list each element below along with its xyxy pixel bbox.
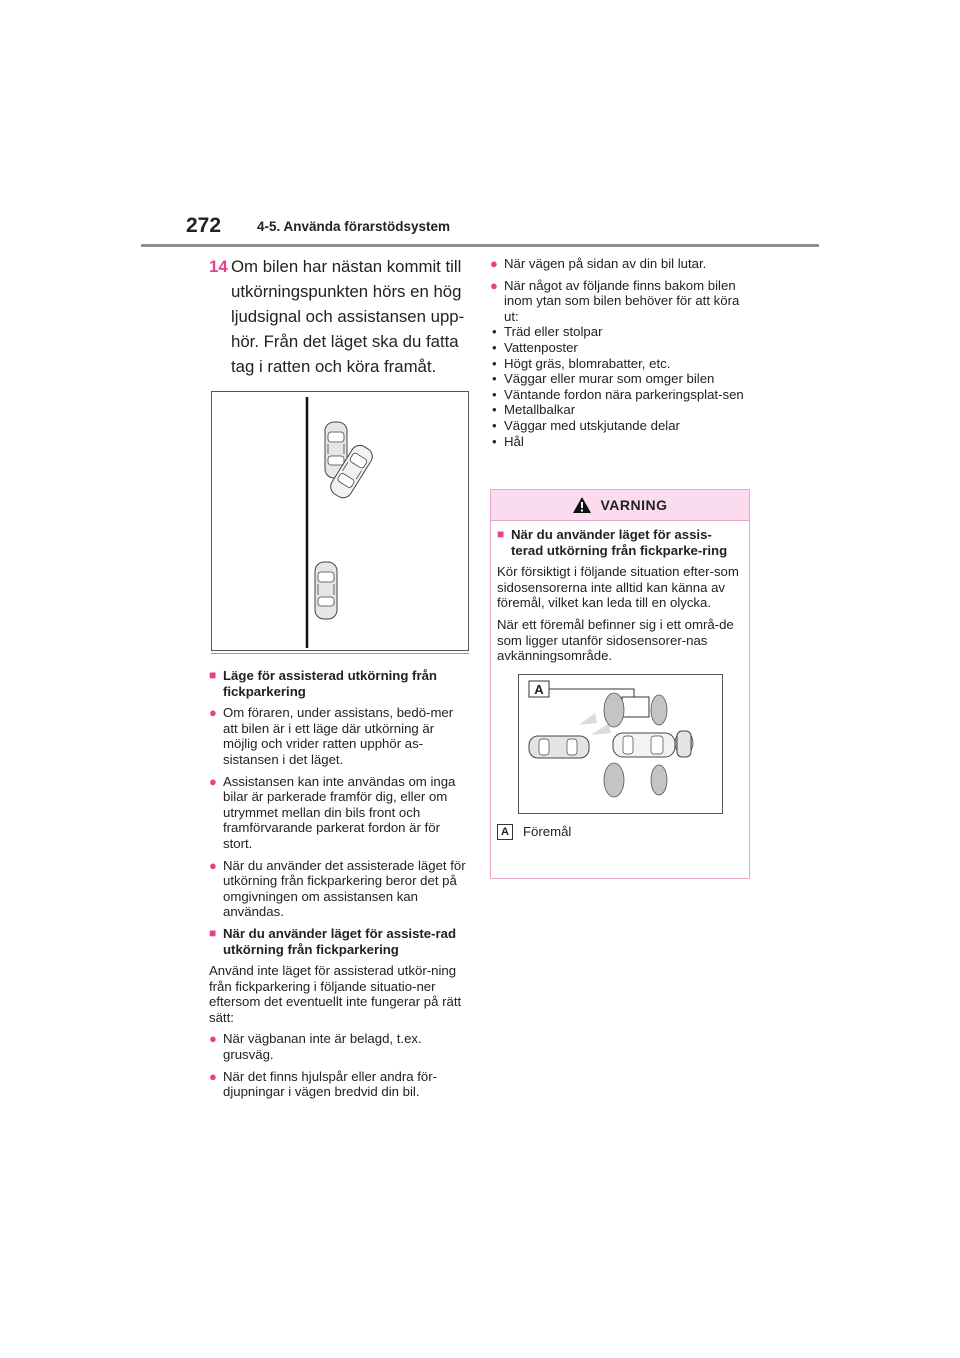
sub-list-item: [490, 371, 752, 387]
list-item-text: När det finns hjulspår eller andra för-djupningar i vägen bredvid din bil.: [223, 1068, 438, 1100]
bullet-icon: ●: [209, 857, 217, 873]
list-item: [490, 278, 752, 325]
warning-paragraph: Kör försiktigt i följande situation efter-som sidosensorerna inte alltid kan känna av föremål, vilket kan leda till en olycka.: [497, 564, 739, 611]
sub-bullet-icon: •: [492, 339, 497, 355]
list-item: [490, 256, 752, 272]
own-car: [613, 733, 675, 757]
sub-list-item-text: Väggar med utskjutande delar: [504, 417, 680, 433]
list-item-text: När något av följande finns bakom bilen inom ytan som bilen behöver för att köra ut:: [504, 277, 740, 324]
legend-letter: A: [497, 824, 513, 840]
section-title: 4-5. Använda förarstödsystem: [257, 219, 451, 234]
warning-triangle-icon: [572, 496, 592, 514]
list-item: [209, 774, 471, 852]
step-text: Om bilen har nästan kommit till utkörningspunkten hörs en hög ljudsignal och assistansen upp-hör. Från det läget ska du fatta tag i ratten och köra framåt.: [231, 257, 465, 376]
sub-list-item-text: Väntande fordon nära parkeringsplat-sen: [504, 386, 744, 402]
sensor-diagram-svg: [519, 675, 722, 813]
sub-list-item: [490, 387, 752, 403]
list-item-text: Om föraren, under assistans, bedö-mer att bilen är i ett läge där utkörning är möjlig och vrider ratten upphör as-sistansen i det läget.: [223, 705, 454, 767]
callout-label: A: [534, 681, 544, 697]
sub-list-item-text: Högt gräs, blomrabatter, etc.: [504, 355, 671, 371]
warning-body: [491, 521, 749, 840]
left-column: [209, 254, 471, 1106]
warning-box: [490, 489, 750, 879]
sub-list-item: [490, 340, 752, 356]
bullet-icon: ●: [209, 1068, 217, 1084]
front-car: [677, 731, 691, 757]
warning-heading-text: När du använder läget för assis-terad utkörning från fickparke-ring: [511, 527, 728, 558]
sub-bullet-icon: •: [492, 355, 497, 371]
sub-bullet-icon: •: [492, 417, 497, 433]
bullet-icon: ●: [209, 705, 217, 721]
sub-bullet-icon: •: [492, 386, 497, 402]
list-item: [209, 1031, 471, 1062]
step-14: [209, 254, 471, 379]
parked-car-rear: [315, 562, 337, 619]
warning-header: [491, 490, 749, 521]
paragraph: Använd inte läget för assisterad utkör-ning från fickparkering i följande situatio-ner eftersom det eventuellt inte fungerar på rätt sätt:: [209, 963, 462, 1025]
sub-list-item: [490, 402, 752, 418]
sub-list-item-text: Väggar eller murar som omger bilen: [504, 371, 715, 387]
square-marker-icon: ■: [209, 925, 217, 940]
heading-text: Läge för assisterad utkörning från fickparkering: [223, 668, 437, 699]
list-item-text: När du använder det assisterade läget för utkörning från fickparkering beror det på omgivningen om assistansen kan användas.: [223, 857, 466, 920]
bullet-icon: ●: [490, 277, 498, 293]
sub-list-item: [490, 324, 752, 340]
list-item-text: När vägbanan inte är belagd, t.ex. grusväg.: [223, 1031, 422, 1063]
square-marker-icon: ■: [209, 668, 217, 682]
list-item-text: När vägen på sidan av din bil lutar.: [504, 256, 707, 271]
square-marker-icon: ■: [497, 527, 505, 541]
sub-list-item-text: Träd eller stolpar: [504, 324, 603, 340]
sub-list-item-text: Metallbalkar: [504, 402, 576, 418]
sub-list-item: [490, 434, 752, 450]
bullet-icon: ●: [490, 256, 498, 271]
list-item: [209, 858, 471, 920]
warning-heading: [497, 527, 742, 558]
sub-bullet-icon: •: [492, 371, 497, 387]
list-item: [209, 705, 471, 767]
parking-illustration: [211, 391, 469, 651]
sub-list-item: [490, 356, 752, 372]
list-item: [209, 1069, 471, 1100]
parking-diagram-svg: [212, 392, 468, 650]
figure-underline: [211, 653, 469, 654]
heading-assisted-exit-mode: [209, 668, 471, 699]
bullet-icon: ●: [209, 1031, 217, 1047]
header-divider: [141, 244, 819, 247]
sub-bullet-icon: •: [492, 433, 497, 449]
object-marker: [622, 697, 649, 717]
page-number: 272: [186, 214, 222, 237]
legend-text: Föremål: [523, 823, 572, 839]
warning-paragraph: När ett föremål befinner sig i ett områ-de som ligger utanför sidosensorer-nas avkänningsområde.: [497, 616, 734, 664]
heading-text: När du använder läget för assiste-rad utkörning från fickparkering: [223, 925, 457, 957]
warning-label: VARNING: [600, 497, 668, 513]
sub-list-item-text: Hål: [504, 433, 524, 449]
figure-legend: [497, 824, 742, 840]
sub-bullet-icon: •: [492, 402, 497, 418]
sub-list-item: [490, 418, 752, 434]
bullet-icon: ●: [209, 773, 217, 789]
heading-when-using-mode: [209, 926, 471, 957]
parked-car: [529, 736, 589, 758]
sub-list-item-text: Vattenposter: [504, 339, 578, 355]
sub-bullet-icon: •: [492, 324, 497, 340]
sensor-illustration: [518, 674, 723, 814]
right-column: [490, 256, 752, 449]
list-item-text: Assistansen kan inte användas om inga bilar är parkerade framför dig, eller om utrymmet mellan din bils front och framförvarande parkerat fordon är för stort.: [223, 773, 456, 851]
step-number: 14: [209, 257, 228, 276]
